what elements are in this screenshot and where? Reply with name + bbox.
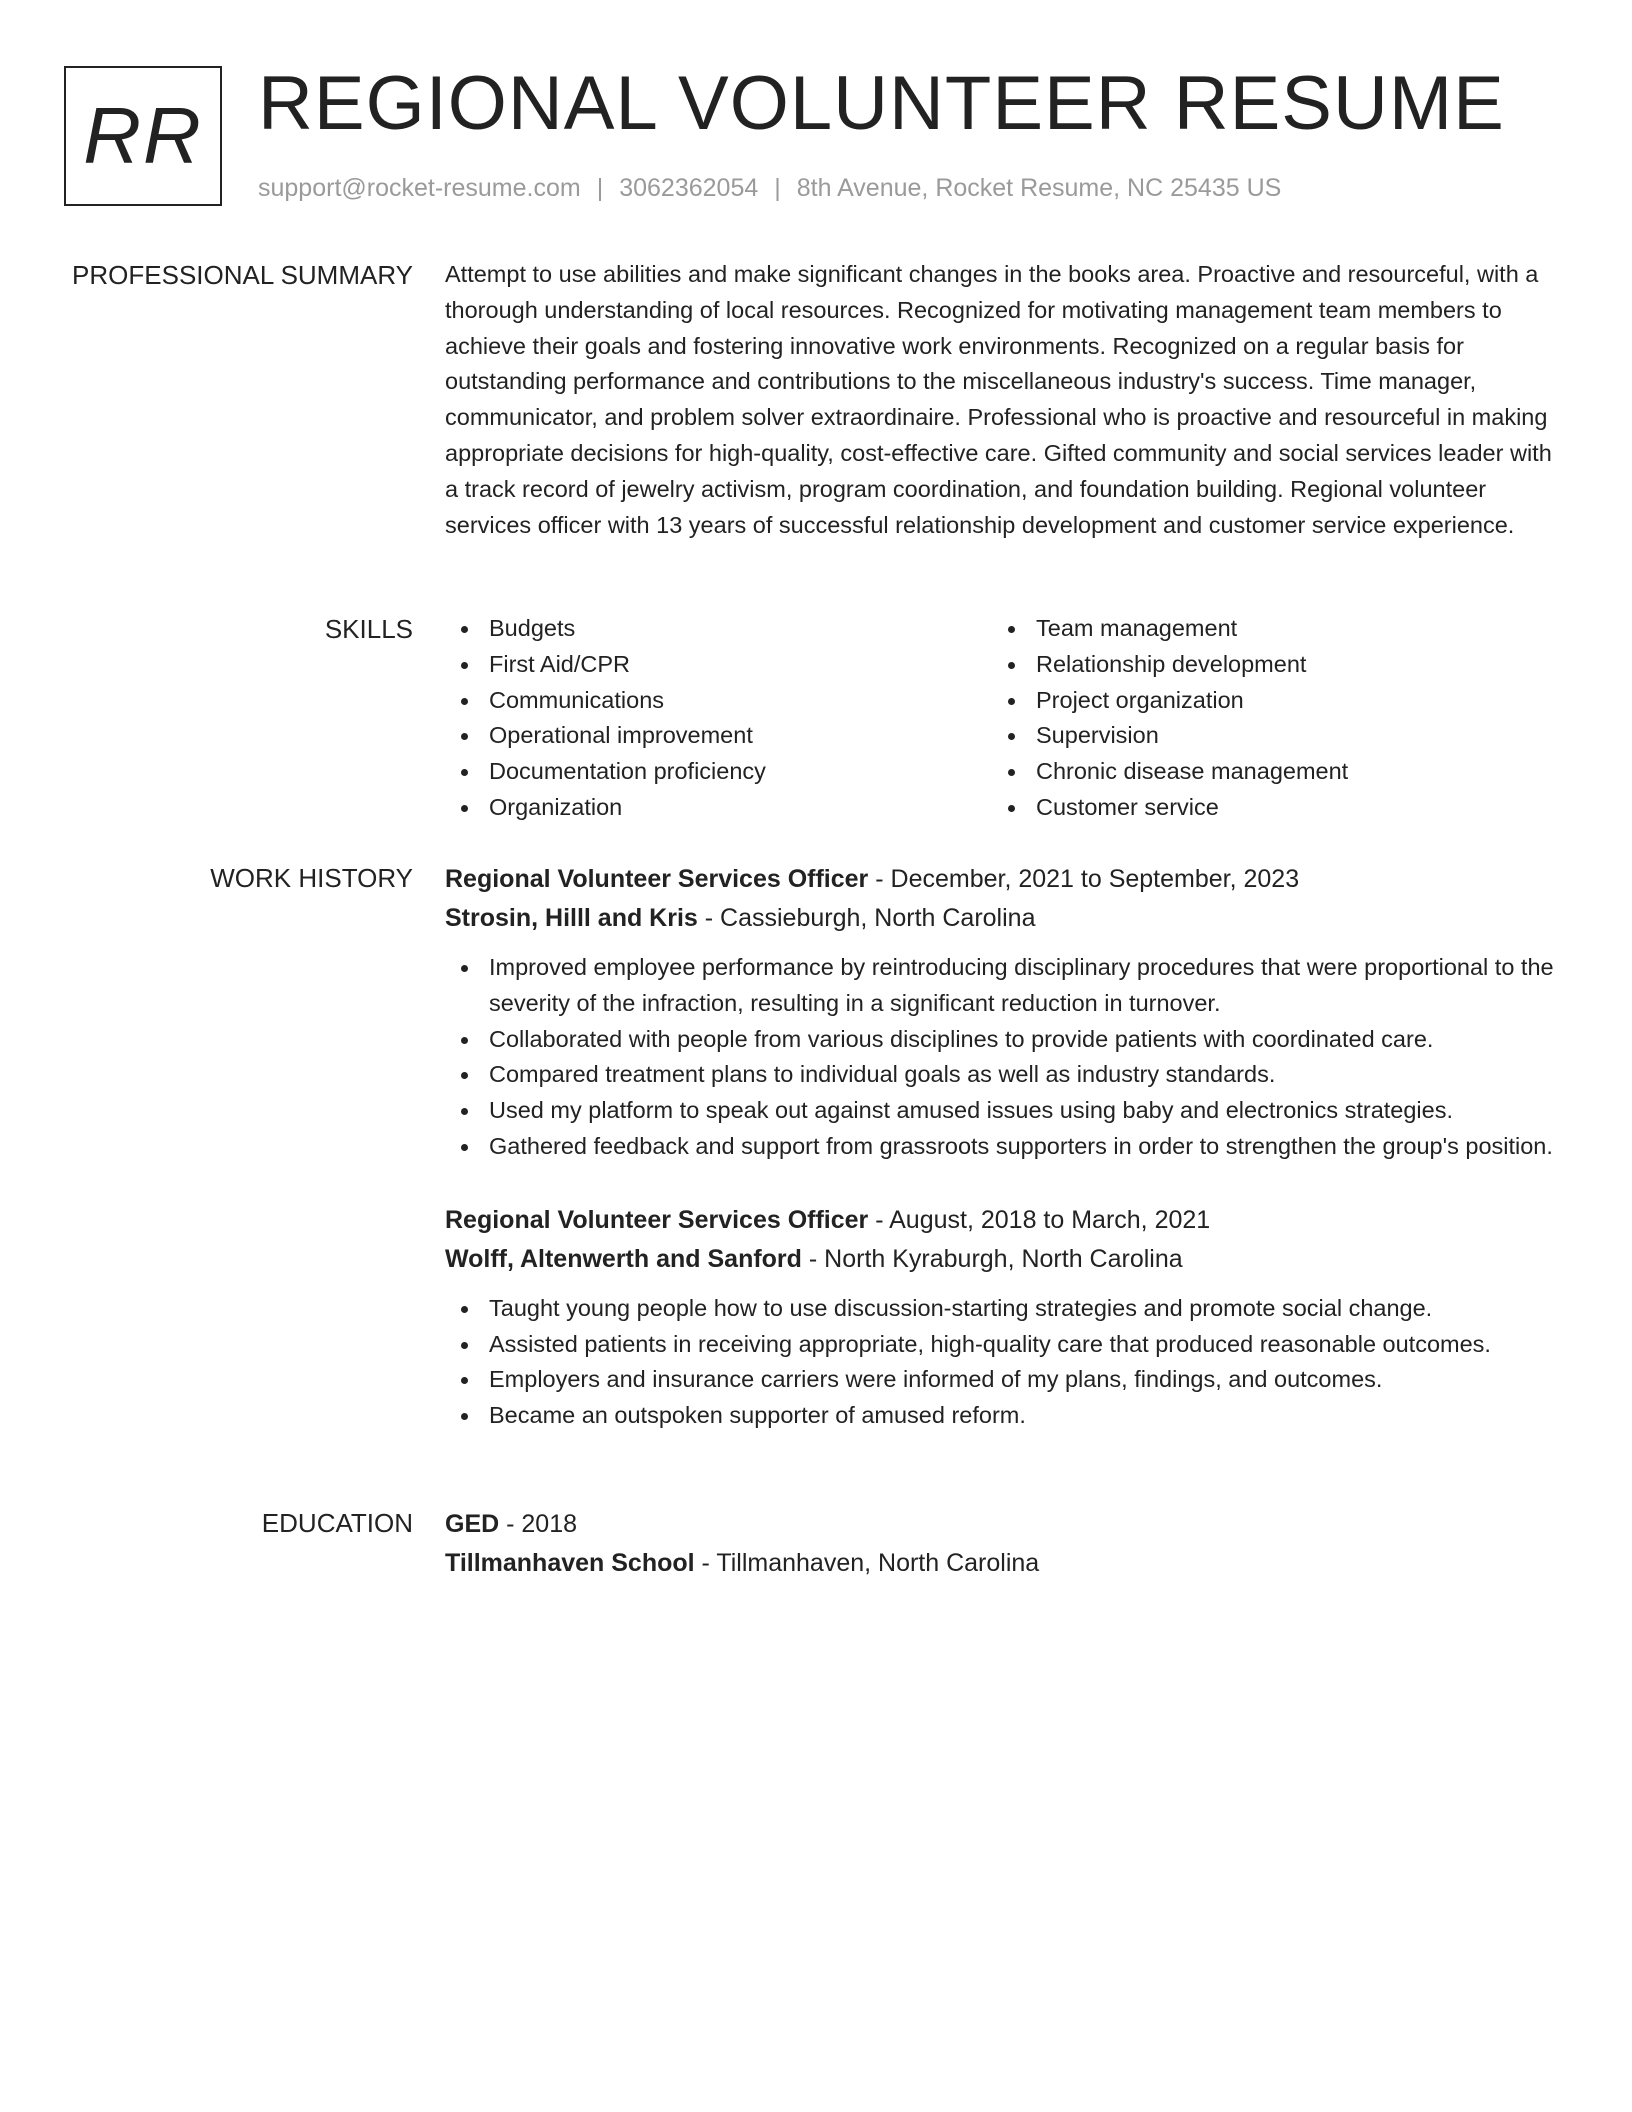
bullet-dot-icon bbox=[461, 1108, 468, 1115]
job-bullet-text: Assisted patients in receiving appropriate, high-quality care that produced reasonable outcomes. bbox=[489, 1330, 1491, 1357]
job-bullet bbox=[445, 1022, 1560, 1058]
job-title-line bbox=[445, 860, 1560, 899]
skill-item bbox=[445, 647, 992, 683]
job-bullet-text: Used my platform to speak out against amused issues using baby and electronics strategies. bbox=[489, 1097, 1454, 1124]
skill-item-text: Customer service bbox=[1036, 793, 1219, 820]
skill-item bbox=[992, 754, 1539, 790]
skill-item-text: Budgets bbox=[489, 615, 576, 641]
bullet-dot-icon bbox=[461, 1306, 468, 1313]
job-dates: - August, 2018 to March, 2021 bbox=[868, 1205, 1211, 1234]
job-location: - Cassieburgh, North Carolina bbox=[697, 904, 1036, 932]
skill-item bbox=[992, 647, 1539, 683]
job-bullet-text: Employers and insurance carriers were informed of my plans, findings, and outcomes. bbox=[489, 1366, 1383, 1393]
contact-separator: | bbox=[596, 174, 604, 202]
bullet-dot-icon bbox=[1008, 733, 1015, 740]
skill-item-text: Communications bbox=[489, 686, 665, 713]
skills-column-right bbox=[992, 611, 1539, 826]
skill-item-text: Organization bbox=[489, 793, 623, 820]
bullet-dot-icon bbox=[1008, 769, 1015, 776]
section-heading-summary: PROFESSIONAL SUMMARY bbox=[72, 260, 413, 290]
education-body bbox=[445, 1505, 1560, 1583]
section-heading-work-history: WORK HISTORY bbox=[210, 863, 413, 893]
skill-item bbox=[992, 718, 1539, 754]
education-location: - Tillmanhaven, North Carolina bbox=[694, 1549, 1040, 1577]
bullet-dot-icon bbox=[1008, 698, 1015, 705]
skills-column-left bbox=[445, 611, 992, 826]
contact-separator: | bbox=[774, 174, 781, 202]
monogram-logo: RR bbox=[64, 66, 222, 206]
bullet-dot-icon bbox=[461, 1037, 468, 1044]
job-title: Regional Volunteer Services Officer bbox=[445, 865, 869, 893]
job-bullet bbox=[445, 1327, 1560, 1363]
job-dates: - December, 2021 to September, 2023 bbox=[868, 865, 1300, 893]
bullet-dot-icon bbox=[461, 698, 468, 705]
job-bullet bbox=[445, 1398, 1560, 1434]
job-bullet-text: Taught young people how to use discussion-starting strategies and promote social change. bbox=[489, 1294, 1433, 1321]
job-bullet bbox=[445, 1362, 1560, 1398]
skill-item bbox=[445, 790, 992, 826]
job-bullet-list bbox=[445, 1291, 1560, 1434]
section-heading-education: EDUCATION bbox=[261, 1508, 413, 1538]
job-bullet bbox=[445, 1057, 1560, 1093]
bullet-dot-icon bbox=[461, 1377, 468, 1384]
skill-item bbox=[445, 754, 992, 790]
bullet-dot-icon bbox=[461, 626, 468, 633]
skill-item-text: Operational improvement bbox=[489, 722, 753, 749]
education-school-line bbox=[445, 1544, 1560, 1583]
bullet-dot-icon bbox=[461, 805, 468, 812]
job-bullet-text: Gathered feedback and support from grassroots supporters in order to strengthen the group's position. bbox=[489, 1132, 1553, 1159]
job-company: Wolff, Altenwerth and Sanford bbox=[445, 1244, 802, 1273]
skill-item-text: Supervision bbox=[1036, 722, 1159, 749]
bullet-dot-icon bbox=[461, 733, 468, 740]
education-degree: GED bbox=[445, 1510, 500, 1538]
job-company: Strosin, Hilll and Kris bbox=[445, 904, 698, 932]
bullet-dot-icon bbox=[461, 1072, 468, 1079]
job-bullet bbox=[445, 1129, 1560, 1165]
skill-item-text: Relationship development bbox=[1036, 650, 1307, 677]
skill-item bbox=[992, 611, 1539, 647]
section-heading-skills: SKILLS bbox=[324, 614, 413, 644]
skill-item-text: Chronic disease management bbox=[1036, 758, 1349, 785]
bullet-dot-icon bbox=[1008, 662, 1015, 669]
bullet-dot-icon bbox=[1008, 805, 1015, 812]
contact-address: 8th Avenue, Rocket Resume, NC 25435 US bbox=[796, 174, 1282, 202]
contact-phone: 3062362054 bbox=[619, 174, 759, 202]
job-title: Regional Volunteer Services Officer bbox=[445, 1205, 869, 1234]
bullet-dot-icon bbox=[461, 1144, 468, 1151]
job-bullet-list bbox=[445, 950, 1560, 1165]
job-company-line bbox=[445, 899, 1560, 938]
job-company-line bbox=[445, 1240, 1560, 1279]
job-title-line bbox=[445, 1201, 1560, 1240]
bullet-dot-icon bbox=[461, 1342, 468, 1349]
resume-header bbox=[64, 61, 1584, 210]
bullet-dot-icon bbox=[1008, 626, 1015, 633]
job-bullet-text: Became an outspoken supporter of amused reform. bbox=[489, 1402, 1026, 1429]
education-year: - 2018 bbox=[499, 1510, 578, 1538]
skill-item bbox=[992, 790, 1539, 826]
skill-item-text: Documentation proficiency bbox=[489, 758, 766, 785]
contact-email: support@rocket-resume.com bbox=[258, 174, 581, 202]
job-bullet-text: Improved employee performance by reintroducing disciplinary procedures that were proportional to the severity of the infraction, resulting in a significant reduction in turnover. bbox=[489, 954, 1554, 1016]
job-bullet bbox=[445, 950, 1560, 1022]
resume-title: REGIONAL VOLUNTEER RESUME bbox=[258, 61, 1505, 146]
skill-item-text: Project organization bbox=[1036, 686, 1244, 713]
job-bullet-text: Collaborated with people from various disciplines to provide patients with coordinated care. bbox=[489, 1025, 1434, 1052]
education-school: Tillmanhaven School bbox=[445, 1549, 695, 1577]
job-entry bbox=[445, 860, 1560, 1165]
skill-item bbox=[445, 683, 992, 719]
skill-item bbox=[992, 683, 1539, 719]
job-entry bbox=[445, 1201, 1560, 1434]
skill-item-text: Team management bbox=[1036, 615, 1238, 641]
bullet-dot-icon bbox=[461, 965, 468, 972]
job-bullet bbox=[445, 1291, 1560, 1327]
job-bullet-text: Compared treatment plans to individual goals as well as industry standards. bbox=[489, 1061, 1276, 1088]
job-location: - North Kyraburgh, North Carolina bbox=[801, 1244, 1183, 1273]
education-degree-line bbox=[445, 1505, 1560, 1544]
job-bullet bbox=[445, 1093, 1560, 1129]
bullet-dot-icon bbox=[461, 1413, 468, 1420]
skills-grid bbox=[445, 611, 1560, 826]
bullet-dot-icon bbox=[461, 662, 468, 669]
bullet-dot-icon bbox=[461, 769, 468, 776]
skill-item-text: First Aid/CPR bbox=[489, 650, 631, 677]
summary-body bbox=[445, 257, 1560, 543]
contact-info bbox=[258, 174, 1281, 203]
skill-item bbox=[445, 718, 992, 754]
summary-text: Attempt to use abilities and make significant changes in the books area. Proactive and resourceful, with a thorough understanding of local resources. Recognized for motivating management team members to achieve their goals and fostering innovative work environments. Recognized on a regular basis for outstanding performance and contributions to the miscellaneous industry's success. Time manager, communicator, and problem solver extraordinaire. Professional who is proactive and resourceful in making appropriate decisions for high-quality, cost-effective care. Gifted community and social services leader with a track record of jewelry activism, program coordination, and foundation building. Regional volunteer services officer with 13 years of successful relationship development and customer service experience. bbox=[445, 261, 1552, 538]
work-history-body bbox=[445, 860, 1560, 1434]
skill-item bbox=[445, 611, 992, 647]
